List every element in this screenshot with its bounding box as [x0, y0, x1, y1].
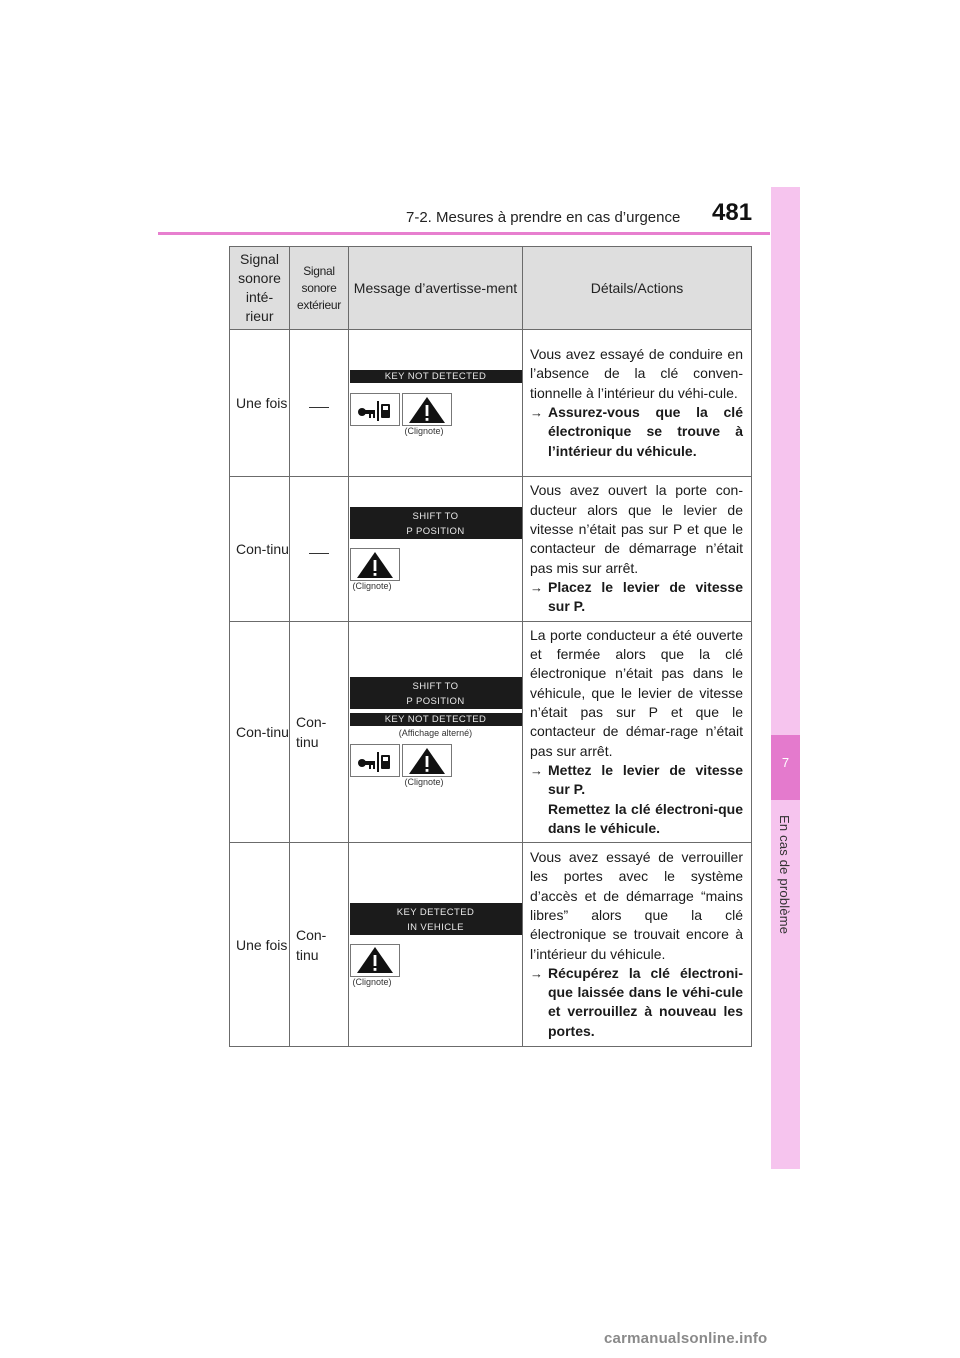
- display-text-bar: [350, 507, 522, 539]
- section-title: 7-2. Mesures à prendre en cas d’urgence: [406, 209, 681, 226]
- indicator-icons: [350, 548, 522, 581]
- warning-message-cell: [349, 330, 523, 477]
- page-number: 481: [712, 199, 753, 226]
- header-exterior-buzzer: Signal sonore extérieur: [290, 247, 349, 330]
- display-text-bar: KEY NOT DETECTED: [350, 370, 522, 383]
- blink-caption: (Clignote): [352, 976, 392, 987]
- action: [530, 578, 743, 617]
- action-extra-text: Remettez la clé électroni-que dans le véhicule.: [548, 800, 743, 836]
- display-line: P POSITION: [406, 526, 465, 537]
- details-text: Vous avez essayé de conduire en l’absence de la clé conven-tionnelle à l’intérieur du véhi-cule.: [530, 346, 743, 401]
- action-text: Récupérez la clé électroni-que laissée dans le véhi-cule et verrouillez à nouveau les portes.: [548, 964, 743, 1039]
- display-line: SHIFT TO: [412, 511, 459, 522]
- action-text: Assurez-vous que la clé électronique se trouve à l’intérieur du véhicule.: [548, 404, 743, 459]
- action-text: Mettez le levier de vitesse sur P.: [548, 761, 743, 798]
- arrow-icon: →: [530, 965, 543, 981]
- arrow-icon: →: [530, 405, 543, 420]
- display-text-bar: KEY NOT DETECTED: [350, 713, 522, 726]
- header-rule: [158, 232, 770, 235]
- blink-caption: (Clignote): [404, 777, 444, 787]
- action: [530, 964, 743, 1041]
- indicator-icons: [350, 744, 522, 777]
- arrow-icon: →: [530, 579, 543, 595]
- table-header-row: [230, 247, 752, 330]
- exterior-buzzer-cell: Con-tinu: [290, 622, 349, 843]
- details-text: Vous avez ouvert la porte con-ducteur alors que le levier de vitesse n’était pas sur P et que le contacteur de démarrage n’était pas mis sur arrêt.: [530, 482, 743, 576]
- warning-icon: [350, 944, 400, 977]
- warning-icon: [402, 393, 452, 426]
- action-text: Placez le levier de vitesse sur P.: [548, 578, 743, 615]
- header-interior-buzzer: Signal sonore inté-rieur: [230, 247, 290, 330]
- details-cell: [523, 622, 752, 843]
- header-details-actions: Détails/Actions: [523, 247, 752, 330]
- indicator-icons: [350, 393, 522, 426]
- details-text: La porte conducteur a été ouverte et fermée alors que la clé électronique n’était pas dans le véhicule, que le levier de vitesse n’était pas sur P et que le contacteur de démar-rage n’était pas sur arrêt.: [530, 626, 743, 759]
- details-cell: [523, 330, 752, 477]
- warning-icon: [402, 744, 452, 777]
- table-row: [230, 843, 752, 1047]
- key-icon: [350, 744, 400, 777]
- alternating-display-caption: (Affichage alterné): [398, 728, 473, 738]
- display-line: P POSITION: [406, 696, 465, 707]
- warning-display: [350, 370, 522, 436]
- header-warning-message: Message d’avertisse-ment: [349, 247, 523, 330]
- display-line: KEY DETECTED: [396, 906, 475, 918]
- chapter-side-tab: [771, 187, 800, 1169]
- warning-icon: [350, 548, 400, 581]
- interior-buzzer-cell: Une fois: [230, 843, 290, 1047]
- site-watermark: carmanualsonline.info: [604, 1330, 768, 1347]
- warning-display: [350, 677, 522, 787]
- warning-display: [350, 903, 522, 987]
- details-cell: [523, 477, 752, 622]
- display-line: IN VEHICLE: [407, 921, 464, 933]
- indicator-icons: [350, 944, 522, 977]
- table-row: [230, 477, 752, 622]
- exterior-buzzer-cell: [290, 330, 349, 477]
- action: [530, 761, 743, 800]
- table-row: [230, 330, 752, 477]
- details-text: Vous avez essayé de verrouiller les portes avec le système d’accès et de démarrage “mains libres” alors que la clé électronique se trouvait encore à l’intérieur du véhicule.: [530, 849, 743, 962]
- warning-message-cell: [349, 843, 523, 1047]
- display-line: SHIFT TO: [412, 681, 459, 692]
- details-cell: [523, 843, 752, 1047]
- blink-caption: (Clignote): [352, 581, 392, 591]
- blink-caption: (Clignote): [404, 426, 444, 436]
- interior-buzzer-cell: Une fois: [230, 330, 290, 477]
- exterior-buzzer-cell: [290, 477, 349, 622]
- interior-buzzer-cell: Con-tinu: [230, 622, 290, 843]
- warning-message-cell: [349, 622, 523, 843]
- chapter-label: En cas de problème: [777, 815, 792, 935]
- chapter-number: 7: [781, 755, 790, 770]
- warning-message-cell: [349, 477, 523, 622]
- table-row: [230, 622, 752, 843]
- exterior-buzzer-cell: Con-tinu: [290, 843, 349, 1047]
- warning-table: [229, 246, 752, 1047]
- warning-display: [350, 507, 522, 591]
- display-text-bar: [350, 903, 522, 935]
- empty-value-dash: [309, 407, 329, 408]
- empty-value-dash: [309, 553, 329, 554]
- action: [530, 403, 743, 461]
- interior-buzzer-cell: Con-tinu: [230, 477, 290, 622]
- display-text-bar: [350, 677, 522, 709]
- arrow-icon: →: [530, 762, 543, 778]
- key-icon: [350, 393, 400, 426]
